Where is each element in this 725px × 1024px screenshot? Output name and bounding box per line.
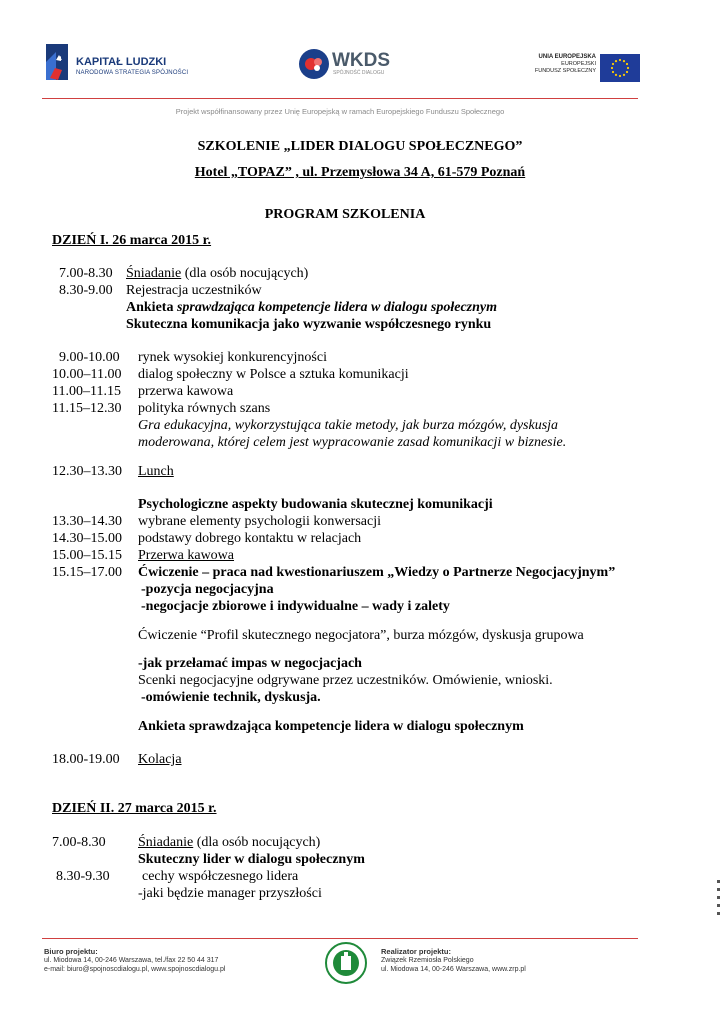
d1-item-6: dialog społeczny w Polsce a sztuka komunikacji xyxy=(138,367,409,382)
footer-right-address: ul. Miodowa 14, 00-246 Warszawa, www.zrp.pl xyxy=(381,966,526,973)
training-title: SZKOLENIE „LIDER DIALOGU SPOŁECZNEGO” xyxy=(197,139,523,154)
kapital-ludzki-logo xyxy=(42,40,192,86)
footer-project-office xyxy=(44,947,225,974)
d1-time-1: 7.00-8.30 xyxy=(59,266,113,281)
d1-time-24: 18.00-19.00 xyxy=(52,752,120,767)
day2-heading: DZIEŃ II. 27 marca 2015 r. xyxy=(52,801,217,816)
d1-sub-impasse: -jak przełamać impas w negocjacjach xyxy=(138,656,362,671)
d1-sub-position: -pozycja negocjacyjna xyxy=(141,582,274,597)
d2-item-3: cechy współczesnego lidera xyxy=(142,869,299,884)
d1-time-14: 14.30–15.00 xyxy=(52,531,122,546)
eu-line-3: FUNDUSZ SPOŁECZNY xyxy=(534,68,596,74)
venue-line: Hotel „TOPAZ” , ul. Przemysłowa 34 A, 61-579 Poznań xyxy=(194,165,526,180)
lunch-label: Lunch xyxy=(138,464,174,479)
footer-right-heading: Realizator projektu: xyxy=(381,947,452,956)
kapital-ludzki-subtitle: NARODOWA STRATEGIA SPÓJNOŚCI xyxy=(76,70,189,76)
footer-right-org: Związek Rzemiosła Polskiego xyxy=(381,957,474,964)
d1-item-14: podstawy dobrego kontaktu w relacjach xyxy=(138,531,362,546)
d1-game-desc-1: Gra edukacyjna, wykorzystująca takie metody, jak burza mózgów, dyskusja xyxy=(138,418,559,433)
eu-flag-icon xyxy=(600,54,640,82)
eu-line-1: UNIA EUROPEJSKA xyxy=(538,54,596,60)
d1-scenes: Scenki negocjacyjne odgrywane przez uczestników. Omówienie, wnioski. xyxy=(138,673,553,688)
kapital-ludzki-title: KAPITAŁ LUDZKI xyxy=(76,56,167,68)
d1-exercise-profile: Ćwiczenie “Profil skutecznego negocjatora”, burza mózgów, dyskusja grupowa xyxy=(138,628,584,643)
zrp-logo xyxy=(325,942,367,984)
dinner-label: Kolacja xyxy=(138,752,182,767)
eu-logo xyxy=(530,54,640,84)
wkds-title: WKDS xyxy=(332,50,391,71)
d1-item-2: Rejestracja uczestników xyxy=(126,283,262,298)
d1-time-11: 12.30–13.30 xyxy=(52,464,122,479)
header-divider xyxy=(42,98,638,99)
d1-time-15: 15.00–15.15 xyxy=(52,548,122,563)
program-title: PROGRAM SZKOLENIA xyxy=(264,207,426,222)
cofinancing-note: Projekt współfinansowany przez Unię Europejską w ramach Europejskiego Funduszu Społecznego xyxy=(175,107,505,116)
d2-breakfast-note: (dla osób nocujących) xyxy=(193,835,321,850)
d1-time-16: 15.15–17.00 xyxy=(52,565,122,580)
footer-left-heading: Biuro projektu: xyxy=(44,947,98,956)
breakfast-note: (dla osób nocujących) xyxy=(181,266,309,281)
survey-bold: Ankieta xyxy=(126,300,174,315)
d1-time-13: 13.30–14.30 xyxy=(52,514,122,529)
d2-time-3: 8.30-9.30 xyxy=(56,869,110,884)
eu-text xyxy=(535,54,596,75)
d1-time-5: 9.00-10.00 xyxy=(59,350,120,365)
d2-breakfast-label: Śniadanie xyxy=(138,835,194,850)
d2-section-leader: Skuteczny lider w dialogu społecznym xyxy=(138,852,365,867)
d1-survey-final: Ankieta sprawdzająca kompetencje lidera w dialogu społecznym xyxy=(138,719,524,734)
d1-time-2: 8.30-9.00 xyxy=(59,283,113,298)
kapital-ludzki-icon xyxy=(42,40,72,86)
footer-implementer xyxy=(381,947,526,974)
d1-sub-techniques: -omówienie technik, dyskusja. xyxy=(141,690,321,705)
page-edge-mark xyxy=(716,880,722,920)
d1-section-communication: Skuteczna komunikacja jako wyzwanie współczesnego rynku xyxy=(126,317,492,332)
d1-item-8: polityka równych szans xyxy=(138,401,271,416)
d1-section-psychology: Psychologiczne aspekty budowania skutecznej komunikacji xyxy=(138,497,493,512)
footer-divider xyxy=(42,938,638,939)
footer-left-address: ul. Miodowa 14, 00-246 Warszawa, tel./fax 22 50 44 317 xyxy=(44,957,219,964)
wkds-logo xyxy=(298,48,408,84)
d1-item-13: wybrane elementy psychologii konwersacji xyxy=(138,514,381,529)
survey-italic: sprawdzająca kompetencje lidera w dialogu społecznym xyxy=(173,300,497,315)
wkds-subtitle: SPÓJNOŚĆ DIALOGU xyxy=(333,70,385,76)
d2-item-1 xyxy=(138,834,320,851)
d1-survey-line xyxy=(126,299,497,316)
zrp-emblem-icon xyxy=(325,942,367,984)
d1-time-8: 11.15–12.30 xyxy=(52,401,122,416)
wkds-icon xyxy=(298,48,330,80)
d1-item-1 xyxy=(126,265,308,282)
d1-time-7: 11.00–11.15 xyxy=(52,384,121,399)
breakfast-label: Śniadanie xyxy=(126,266,182,281)
eu-line-2: EUROPEJSKI xyxy=(561,61,596,67)
footer-left-contact: e-mail: biuro@spojnoscdialogu.pl, www.spojnoscdialogu.pl xyxy=(44,966,226,973)
d2-item-4: -jaki będzie manager przyszłości xyxy=(138,886,322,901)
d1-game-desc-2: moderowana, której celem jest wypracowanie zasad komunikacji w biznesie. xyxy=(138,435,567,450)
coffee-break-label: Przerwa kawowa xyxy=(138,548,235,563)
d1-sub-collective: -negocjacje zbiorowe i indywidualne – wady i zalety xyxy=(141,599,450,614)
d1-exercise-questionnaire: Ćwiczenie – praca nad kwestionariuszem „Wiedzy o Partnerze Negocjacyjnym” xyxy=(138,565,616,580)
d1-time-6: 10.00–11.00 xyxy=(52,367,122,382)
d1-item-7: przerwa kawowa xyxy=(138,384,234,399)
d1-item-5: rynek wysokiej konkurencyjności xyxy=(138,350,327,365)
day1-heading: DZIEŃ I. 26 marca 2015 r. xyxy=(52,233,212,248)
d2-time-1: 7.00-8.30 xyxy=(52,835,106,850)
